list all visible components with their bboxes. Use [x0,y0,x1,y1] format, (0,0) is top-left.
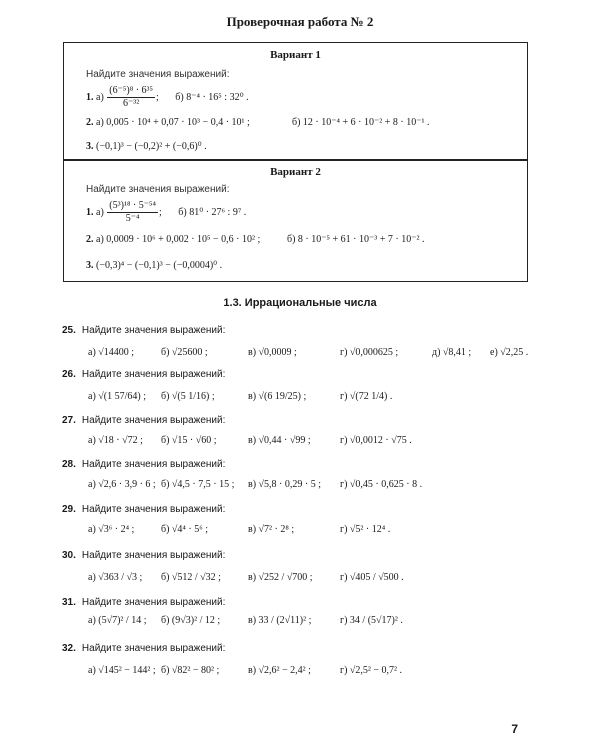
task-item: г) √0,45 · 0,625 · 8 . [340,479,423,490]
task-item: б) √512 / √32 ; [161,572,221,583]
task-number: 3. [86,141,94,152]
task-instruction: Найдите значения выражений: [81,369,226,380]
expression: б) 8 · 10⁻⁵ + 61 · 10⁻³ + 7 · 10⁻² . [287,234,425,245]
task-item: б) √(5 1/16) ; [161,391,215,402]
expression: а) 0,0009 · 10⁶ + 0,002 · 10⁵ − 0,6 · 10² ; [96,234,261,245]
task-number: 30. [62,550,76,561]
variant-1-instruction: Найдите значения выражений: [86,69,230,80]
task-item: в) 33 / (2√11)² ; [248,615,312,626]
task-number: 28. [62,459,76,470]
task-item: в) √2,6² − 2,4² ; [248,665,311,676]
task-item: д) √8,41 ; [432,347,472,358]
task-item: б) √82² − 80² ; [161,665,220,676]
denominator: 5⁻⁴ [125,213,140,224]
task-number: 1. [86,206,94,218]
fraction [107,85,155,110]
task-instruction: Найдите значения выражений: [81,325,226,336]
task-instruction: Найдите значения выражений: [81,459,226,470]
variant-1-task-2 [86,117,250,128]
task-item: в) √252 / √700 ; [248,572,313,583]
task-item: а) √145² − 144² ; [88,665,156,676]
task-item: б) (9√3)² / 12 ; [161,615,221,626]
task-item: б) √15 · √60 ; [161,435,217,446]
task-2-header [62,415,225,426]
task-item: г) √0,0012 · √75 . [340,435,412,446]
task-0-header [62,325,225,336]
variant-2-task-2b [287,234,425,245]
task-number: 3. [86,260,94,271]
task-number: 2. [86,234,94,245]
task-5-header [62,550,225,561]
task-item: в) √5,8 · 0,29 · 5 ; [248,479,321,490]
task-item: в) √(6 19/25) ; [248,391,307,402]
fraction [107,200,158,225]
variant-1-task-2b [292,117,430,128]
numerator: (5³)¹⁸ · 5⁻⁵⁴ [109,200,157,211]
task-instruction: Найдите значения выражений: [81,643,226,654]
expression: б) 12 · 10⁻⁴ + 6 · 10⁻² + 8 · 10⁻¹ . [292,117,430,128]
task-item: г) 34 / (5√17)² . [340,615,403,626]
expression: б) 81⁰ · 27⁶ : 9⁷ . [178,206,247,218]
task-number: 29. [62,504,76,515]
variant-2-instruction: Найдите значения выражений: [86,184,230,195]
variant-1-task-1: 1. а) $\frac{\text{(6⁻⁵)⁸ · 6³⁵}}{\text{6⁻³²}}$ ; б) 8⁻⁴ · 16⁵ : 32⁰ . [86,85,249,109]
item-label: а) [96,206,104,218]
variant-2-task-2 [86,234,260,245]
task-item: в) √7² · 2⁸ ; [248,524,295,535]
task-instruction: Найдите значения выражений: [81,550,226,561]
task-4-header [62,504,225,515]
page-title: Проверочная работа № 2 [226,14,374,29]
variant-1-task-3 [86,141,207,152]
variant-1-title: Вариант 1 [270,49,321,61]
task-instruction: Найдите значения выражений: [81,597,226,608]
task-item: а) √2,6 · 3,9 · 6 ; [88,479,156,490]
task-item: г) √5² · 12⁴ . [340,524,391,535]
task-instruction: Найдите значения выражений: [81,415,226,426]
task-number: 26. [62,369,76,380]
task-item: г) √0,000625 ; [340,347,399,358]
task-7-header [62,643,225,654]
expression: (−0,3)⁴ − (−0,1)³ − (−0,0004)⁰ . [96,260,223,271]
task-number: 25. [62,325,76,336]
task-3-header [62,459,225,470]
expression: (−0,1)³ − (−0,2)² + (−0,6)⁰ . [96,141,207,152]
task-item: б) √4,5 · 7,5 · 15 ; [161,479,235,490]
denominator: 6⁻³² [123,98,140,109]
expression: б) 8⁻⁴ · 16⁵ : 32⁰ . [175,91,249,103]
variant-2-title: Вариант 2 [270,166,321,178]
task-item: б) √25600 ; [161,347,208,358]
task-item: а) √363 / √3 ; [88,572,143,583]
task-6-header [62,597,225,608]
variant-1-box [63,42,528,161]
task-number: 1. [86,91,94,103]
section-title: 1.3. Иррациональные числа [223,297,377,309]
expression: а) 0,005 · 10⁴ + 0,07 · 10³ − 0,4 · 10¹ ; [96,117,250,128]
task-item: в) √0,0009 ; [248,347,297,358]
task-number: 31. [62,597,76,608]
task-item: г) √405 / √500 . [340,572,404,583]
task-item: г) √2,5² − 0,7² . [340,665,403,676]
task-item: а) √14400 ; [88,347,135,358]
variant-2-task-3 [86,260,222,271]
task-instruction: Найдите значения выражений: [81,504,226,515]
task-item: а) √18 · √72 ; [88,435,143,446]
item-label: а) [96,91,104,103]
task-number: 32. [62,643,76,654]
variant-2-task-1: 1. а) $\frac{\text{(5³)¹⁸ · 5⁻⁵⁴}}{\text{5⁻⁴}}$ ; б) 81⁰ · 27⁶ : 9⁷ . [86,200,247,224]
page-number: 7 [511,722,518,736]
task-item: б) √4⁴ · 5⁶ ; [161,524,208,535]
numerator: (6⁻⁵)⁸ · 6³⁵ [109,85,154,96]
task-item: а) √3⁶ · 2⁴ ; [88,524,135,535]
task-item: а) √(1 57/64) ; [88,391,146,402]
task-number: 2. [86,117,94,128]
task-item: в) √0,44 · √99 ; [248,435,311,446]
task-item: е) √2,25 . [490,347,529,358]
task-1-header [62,369,225,380]
variant-2-box [63,159,528,282]
task-item: г) √(72 1/4) . [340,391,393,402]
task-number: 27. [62,415,76,426]
task-item: а) (5√7)² / 14 ; [88,615,147,626]
